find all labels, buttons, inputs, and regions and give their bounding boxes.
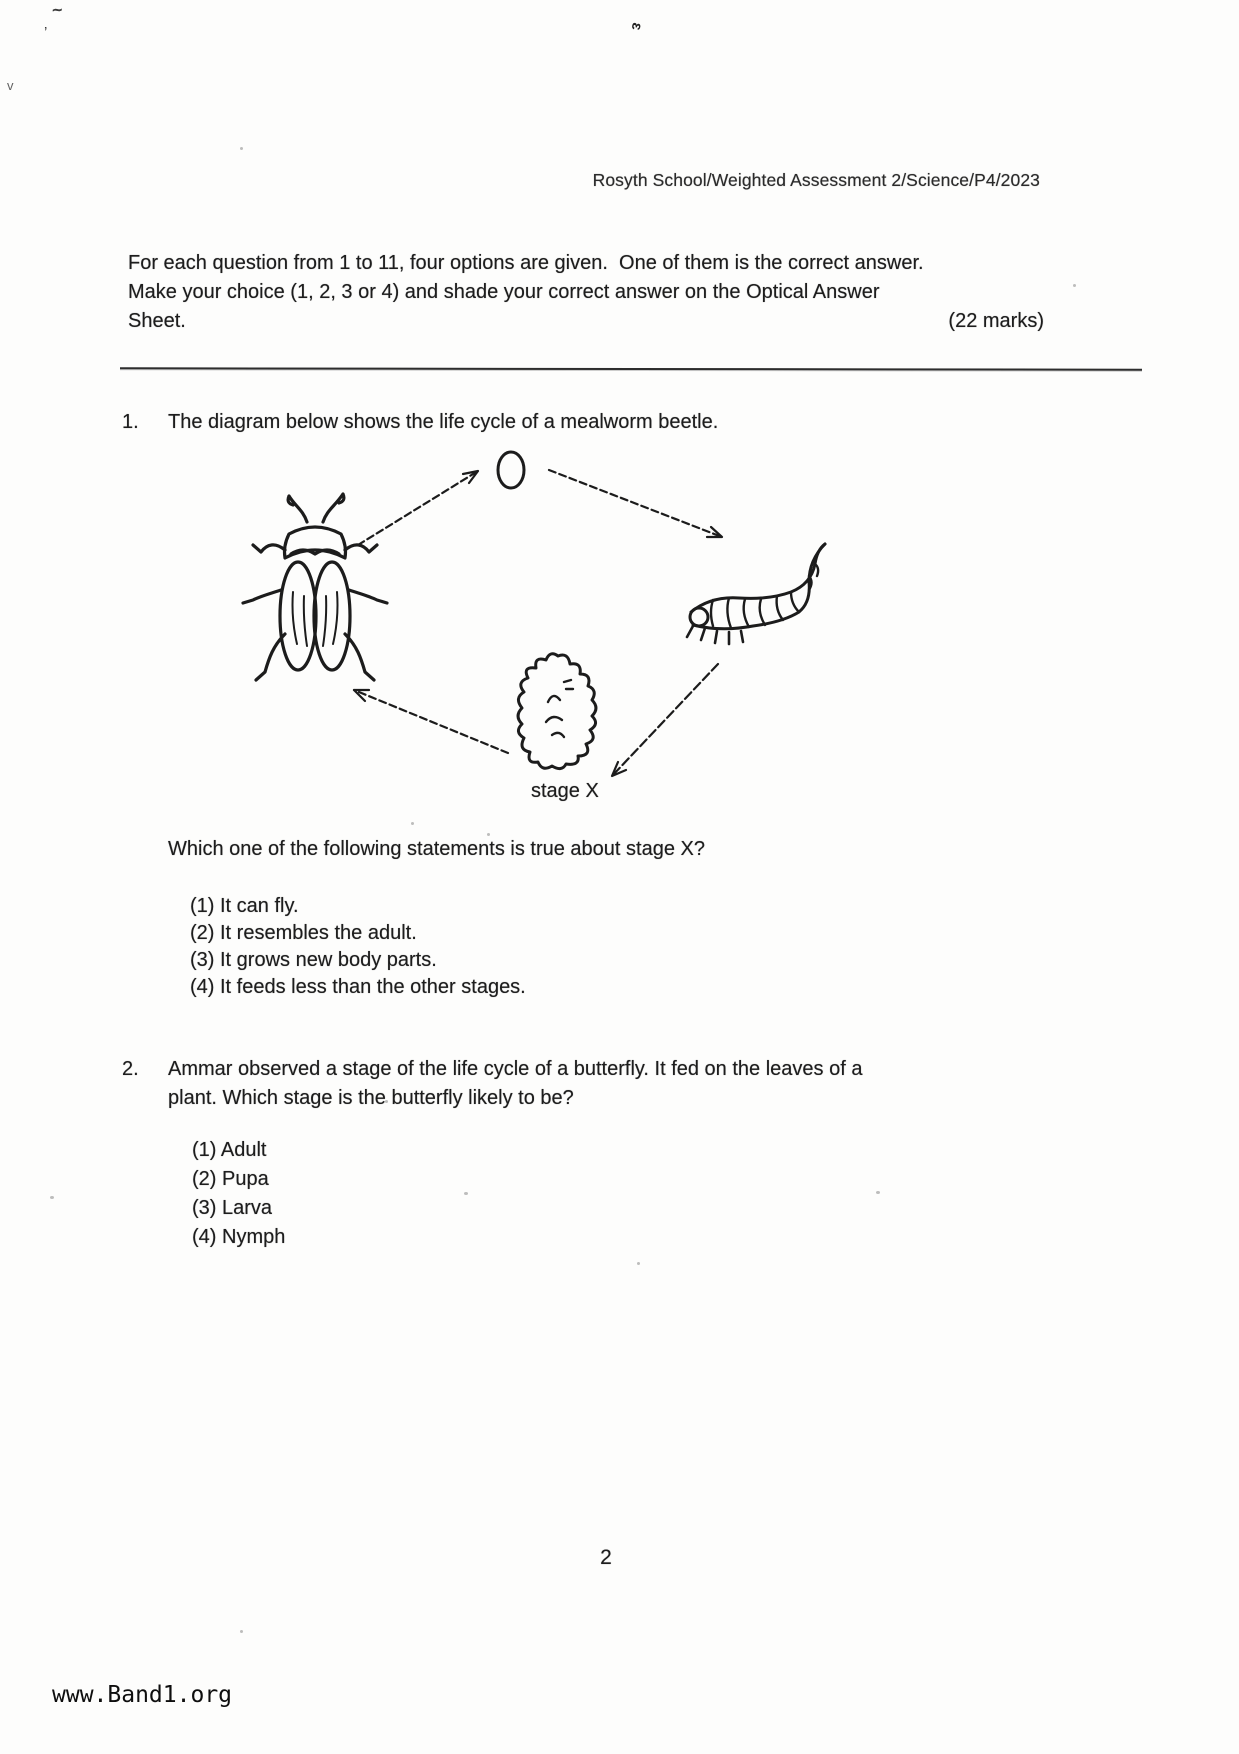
instructions-line: Make your choice (1, 2, 3 or 4) and shade your correct answer on the Optical Answer [128,281,880,303]
question-1-text: The diagram below shows the life cycle of a mealworm beetle. [168,411,719,433]
instructions-line: For each question from 1 to 11, four options are given. One of them is the correct answer. [128,252,924,274]
option: (4) It feeds less than the other stages. [190,976,526,998]
option: (2) Pupa [192,1168,269,1190]
question-1-number: 1. [122,411,139,433]
option: (3) Larva [192,1197,273,1219]
page-number: 2 [600,1546,612,1569]
stage-x-label: stage X [531,780,599,802]
arrow-egg-to-larva [549,470,722,537]
ink-speck [876,1191,880,1194]
arrow-pupa-to-adult [354,690,508,753]
ink-speck [411,822,414,825]
question-2-options [192,1136,285,1252]
adult-beetle-drawing [243,494,387,680]
larva-drawing [687,544,825,644]
arrow-adult-to-egg [358,471,478,545]
question-1-prompt: Which one of the following statements is true about stage X? [168,838,705,860]
ink-speck [240,1630,243,1633]
question-2-text [168,1055,862,1113]
option: (1) It can fly. [190,895,299,917]
scan-artifact-left-edge: v [7,78,14,93]
option: (4) Nymph [192,1226,286,1248]
section-divider [120,367,1142,370]
watermark: www.Band1.org [52,1682,233,1708]
question-2-number: 2. [122,1058,139,1080]
ink-speck [487,833,490,836]
question-2-line: Ammar observed a stage of the life cycle of a butterfly. It fed on the leaves of a [168,1058,863,1080]
ink-speck [240,147,243,150]
ink-speck [637,1262,640,1265]
instructions-block [128,249,1044,336]
question-1-options [190,893,526,1001]
life-cycle-diagram [150,400,870,800]
question-2-line: plant. Which stage is the butterfly likely to be? [168,1087,574,1109]
arrow-larva-to-pupa [612,664,718,776]
ink-speck [1073,284,1076,287]
egg-drawing [498,452,524,488]
paper-reference: Rosyth School/Weighted Assessment 2/Science/P4/2023 [592,170,1040,190]
pupa-drawing [518,654,596,769]
scan-artifact-top-center: ɛ [627,21,646,32]
scan-artifact-dash: ~ [50,0,64,21]
scan-artifact-tick: ’ [44,24,48,41]
option: (3) It grows new body parts. [190,949,437,971]
ink-speck [464,1192,468,1195]
question-1 [122,408,718,437]
option: (1) Adult [192,1139,267,1161]
ink-speck [50,1196,54,1199]
option: (2) It resembles the adult. [190,922,417,944]
marks-label: (22 marks) [948,310,1044,332]
instructions-line: Sheet. [128,310,186,332]
question-2 [122,1055,862,1113]
